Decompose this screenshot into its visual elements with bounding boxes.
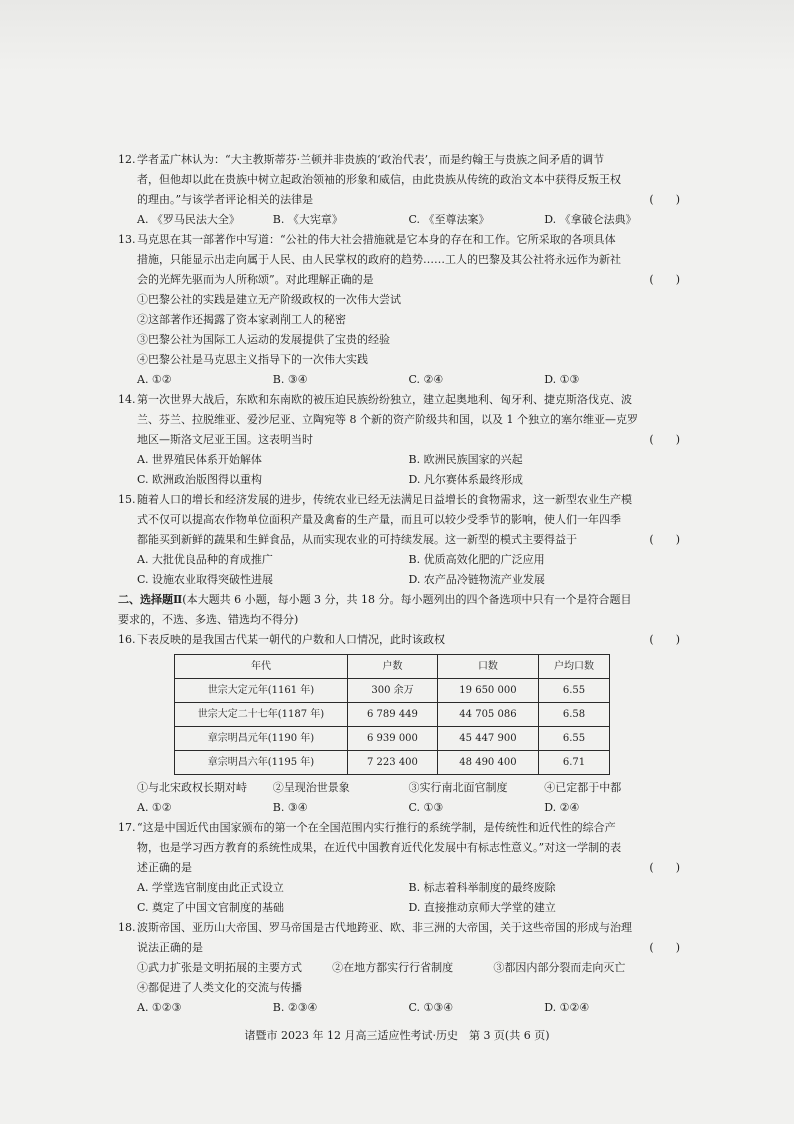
option-a[interactable]: A. ①② <box>137 801 172 814</box>
option-d[interactable]: D. 《拿破仑法典》 <box>544 213 637 226</box>
statement: ③实行南北面官制度 <box>408 781 508 794</box>
options-row <box>137 370 680 390</box>
option-b[interactable]: B. 标志着科举制度的最终废除 <box>408 881 556 894</box>
table-cell: 世宗大定二十七年(1187 年) <box>175 703 348 727</box>
statement: ④已定都于中都 <box>544 781 622 794</box>
question-text-line: 的理由。”与该学者评论相关的法律是 <box>137 193 314 206</box>
question-number: 16. <box>118 633 136 646</box>
table-cell: 6.55 <box>538 727 609 751</box>
question-14 <box>118 390 680 490</box>
table-cell: 6.55 <box>538 679 609 703</box>
question-text-line: 随着人口的增长和经济发展的进步，传统农业已经无法满足日益增长的食物需求，这一新型农业生产模 <box>137 493 632 506</box>
options-row <box>137 798 680 818</box>
answer-parentheses: ( ) <box>649 861 680 874</box>
table-cell: 世宗大定元年(1161 年) <box>175 679 348 703</box>
option-a[interactable]: A. 《罗马民法大全》 <box>137 213 240 226</box>
question-text-line: 马克思在其一部著作中写道：“公社的伟大社会措施就是它本身的存在和工作。它所采取的各项具体 <box>137 233 616 246</box>
option-b[interactable]: B. ②③④ <box>272 1001 318 1014</box>
options-grid <box>137 450 680 490</box>
question-text-line: 地区—斯洛文尼亚王国。这表明当时 <box>137 433 313 446</box>
column-header: 年代 <box>175 655 348 679</box>
options-row <box>137 998 680 1018</box>
section-heading <box>118 590 680 630</box>
question-15 <box>118 490 680 590</box>
question-12 <box>118 150 680 230</box>
answer-parentheses: ( ) <box>649 433 680 446</box>
answer-parentheses: ( ) <box>649 533 680 546</box>
option-b[interactable]: B. 优质高效化肥的广泛应用 <box>408 553 545 566</box>
option-d[interactable]: D. 直接推动京师大学堂的建立 <box>408 901 556 914</box>
table-cell: 45 447 900 <box>437 727 538 751</box>
option-c[interactable]: C. ①③ <box>408 801 444 814</box>
table-cell: 44 705 086 <box>437 703 538 727</box>
table-header-row <box>175 655 610 679</box>
column-header: 户均口数 <box>538 655 609 679</box>
table-row <box>175 679 610 703</box>
options-grid <box>137 878 680 918</box>
table-row <box>175 703 610 727</box>
question-13 <box>118 230 680 390</box>
option-b[interactable]: B. ③④ <box>272 373 308 386</box>
population-table <box>174 654 610 775</box>
question-number: 12. <box>118 153 136 166</box>
option-c[interactable]: C. 欧洲政治版图得以重构 <box>137 473 263 486</box>
option-b[interactable]: B. ③④ <box>272 801 308 814</box>
question-text-line: 者，但他却以此在贵族中树立起政治领袖的形象和威信，由此贵族从传统的政治文本中获得反叛王权 <box>137 173 621 186</box>
table-cell: 6.71 <box>538 751 609 775</box>
table-cell: 48 490 400 <box>437 751 538 775</box>
scan-top-shade <box>0 0 794 72</box>
question-number: 17. <box>118 821 136 834</box>
option-d[interactable]: D. 农产品冷链物流产业发展 <box>408 573 545 586</box>
question-text-line: 述正确的是 <box>137 861 192 874</box>
question-number: 14. <box>118 393 136 406</box>
option-c[interactable]: C. 奠定了中国文官制度的基础 <box>137 901 285 914</box>
option-a[interactable]: A. ①②③ <box>137 1001 182 1014</box>
statement: ②在地方都实行行省制度 <box>332 961 454 974</box>
page-footer: 诸暨市 2023 年 12 月高三适应性考试·历史 第 3 页(共 6 页) <box>244 1029 550 1042</box>
options-grid <box>137 550 680 590</box>
table-cell: 章宗明昌元年(1190 年) <box>175 727 348 751</box>
table-cell: 7 223 400 <box>348 751 438 775</box>
table-row <box>175 751 610 775</box>
question-number: 15. <box>118 493 136 506</box>
answer-parentheses: ( ) <box>649 193 680 206</box>
table-cell: 6 789 449 <box>348 703 438 727</box>
statement: ①与北宋政权长期对峙 <box>137 781 247 794</box>
question-text-line: 都能买到新鲜的蔬果和生鲜食品，从而实现农业的可持续发展。这一新型的模式主要得益于 <box>137 533 577 546</box>
question-text-line: 下表反映的是我国古代某一朝代的户数和人口情况，此时该政权 <box>137 633 445 646</box>
table-row <box>175 727 610 751</box>
question-text-line: 兰、芬兰、拉脱维亚、爱沙尼亚、立陶宛等 8 个新的资产阶级共和国，以及 1 个独立的塞尔维亚—克罗 <box>137 413 638 426</box>
answer-parentheses: ( ) <box>649 273 680 286</box>
question-17 <box>118 818 680 918</box>
question-text-line: 说法正确的是 <box>137 941 203 954</box>
option-c[interactable]: C. 《至尊法案》 <box>408 213 490 226</box>
statement: ②这部著作还揭露了资本家剥削工人的秘密 <box>137 313 346 326</box>
question-number: 13. <box>118 233 136 246</box>
question-text-line: 第一次世界大战后，东欧和东南欧的被压迫民族纷纷独立，建立起奥地利、匈牙利、捷克斯洛伐克、波 <box>137 393 632 406</box>
table-cell: 6.58 <box>538 703 609 727</box>
statement: ④都促进了人类文化的交流与传播 <box>137 981 302 994</box>
question-text-line: 措施，只能显示出走向属于人民、由人民掌权的政府的趋势……工人的巴黎及其公社将永远作为新社 <box>137 253 621 266</box>
question-16 <box>118 630 680 818</box>
option-c[interactable]: C. 设施农业取得突破性进展 <box>137 573 274 586</box>
option-d[interactable]: D. ②④ <box>544 801 580 814</box>
section-instructions: (本大题共 6 小题，每小题 3 分，共 18 分。每小题列出的四个备选项中只有一个是符合题目 <box>182 593 632 606</box>
option-a[interactable]: A. 学堂选官制度由此正式设立 <box>137 881 284 894</box>
option-a[interactable]: A. ①② <box>137 373 172 386</box>
option-c[interactable]: C. ②④ <box>408 373 444 386</box>
statements-row <box>137 778 680 798</box>
table-cell: 章宗明昌六年(1195 年) <box>175 751 348 775</box>
section-instructions-line2: 要求的，不选、多选、错选均不得分) <box>118 613 299 626</box>
option-b[interactable]: B. 欧洲民族国家的兴起 <box>408 453 523 466</box>
question-text-line: 式不仅可以提高农作物单位面积产量及禽畜的生产量，而且可以较少受季节的影响，使人们一年四季 <box>137 513 621 526</box>
option-d[interactable]: D. ①③ <box>544 373 580 386</box>
question-text-line: 物，也是学习西方教育的系统性成果，在近代中国教育近代化发展中有标志性意义。”对这一学制的表 <box>137 841 622 854</box>
answer-parentheses: ( ) <box>649 941 680 954</box>
statement: ④巴黎公社是马克思主义指导下的一次伟大实践 <box>137 353 368 366</box>
question-text-line: 会的光辉先驱而为人所称颂”。对此理解正确的是 <box>137 273 374 286</box>
option-a[interactable]: A. 大批优良品种的育成推广 <box>137 553 273 566</box>
question-text-line: 学者孟广林认为：“大主教斯蒂芬·兰顿并非贵族的‘政治代表’，而是约翰王与贵族之间矛盾的调节 <box>137 153 605 166</box>
option-a[interactable]: A. 世界殖民体系开始解体 <box>137 453 262 466</box>
question-number: 18. <box>118 921 136 934</box>
table-cell: 6 939 000 <box>348 727 438 751</box>
column-header: 户数 <box>348 655 438 679</box>
question-18 <box>118 918 680 1018</box>
section-title: 二、选择题Ⅱ <box>118 593 183 606</box>
question-text-line: 波斯帝国、亚历山大帝国、罗马帝国是古代地跨亚、欧、非三洲的大帝国，关于这些帝国的形成与治理 <box>137 921 632 934</box>
question-text-line: “这是中国近代由国家颁布的第一个在全国范围内实行推行的系统学制，是传统性和近代性的综合产 <box>137 821 616 834</box>
table-cell: 19 650 000 <box>437 679 538 703</box>
statement: ②呈现治世景象 <box>272 781 350 794</box>
statement: ①武力扩张是文明拓展的主要方式 <box>137 961 302 974</box>
table-cell: 300 余万 <box>348 679 438 703</box>
answer-parentheses: ( ) <box>649 633 680 646</box>
column-header: 口数 <box>437 655 538 679</box>
statement: ③巴黎公社为国际工人运动的发展提供了宝贵的经验 <box>137 333 390 346</box>
exam-content <box>118 150 680 1018</box>
option-d[interactable]: D. 凡尔赛体系最终形成 <box>408 473 523 486</box>
option-b[interactable]: B. 《大宪章》 <box>272 213 343 226</box>
statement: ③都因内部分裂而走向灭亡 <box>493 961 626 974</box>
option-c[interactable]: C. ①③④ <box>408 1001 454 1014</box>
statement: ①巴黎公社的实践是建立无产阶级政权的一次伟大尝试 <box>137 293 401 306</box>
statements-row <box>137 958 680 978</box>
option-d[interactable]: D. ①②④ <box>544 1001 590 1014</box>
options-row <box>137 210 680 230</box>
